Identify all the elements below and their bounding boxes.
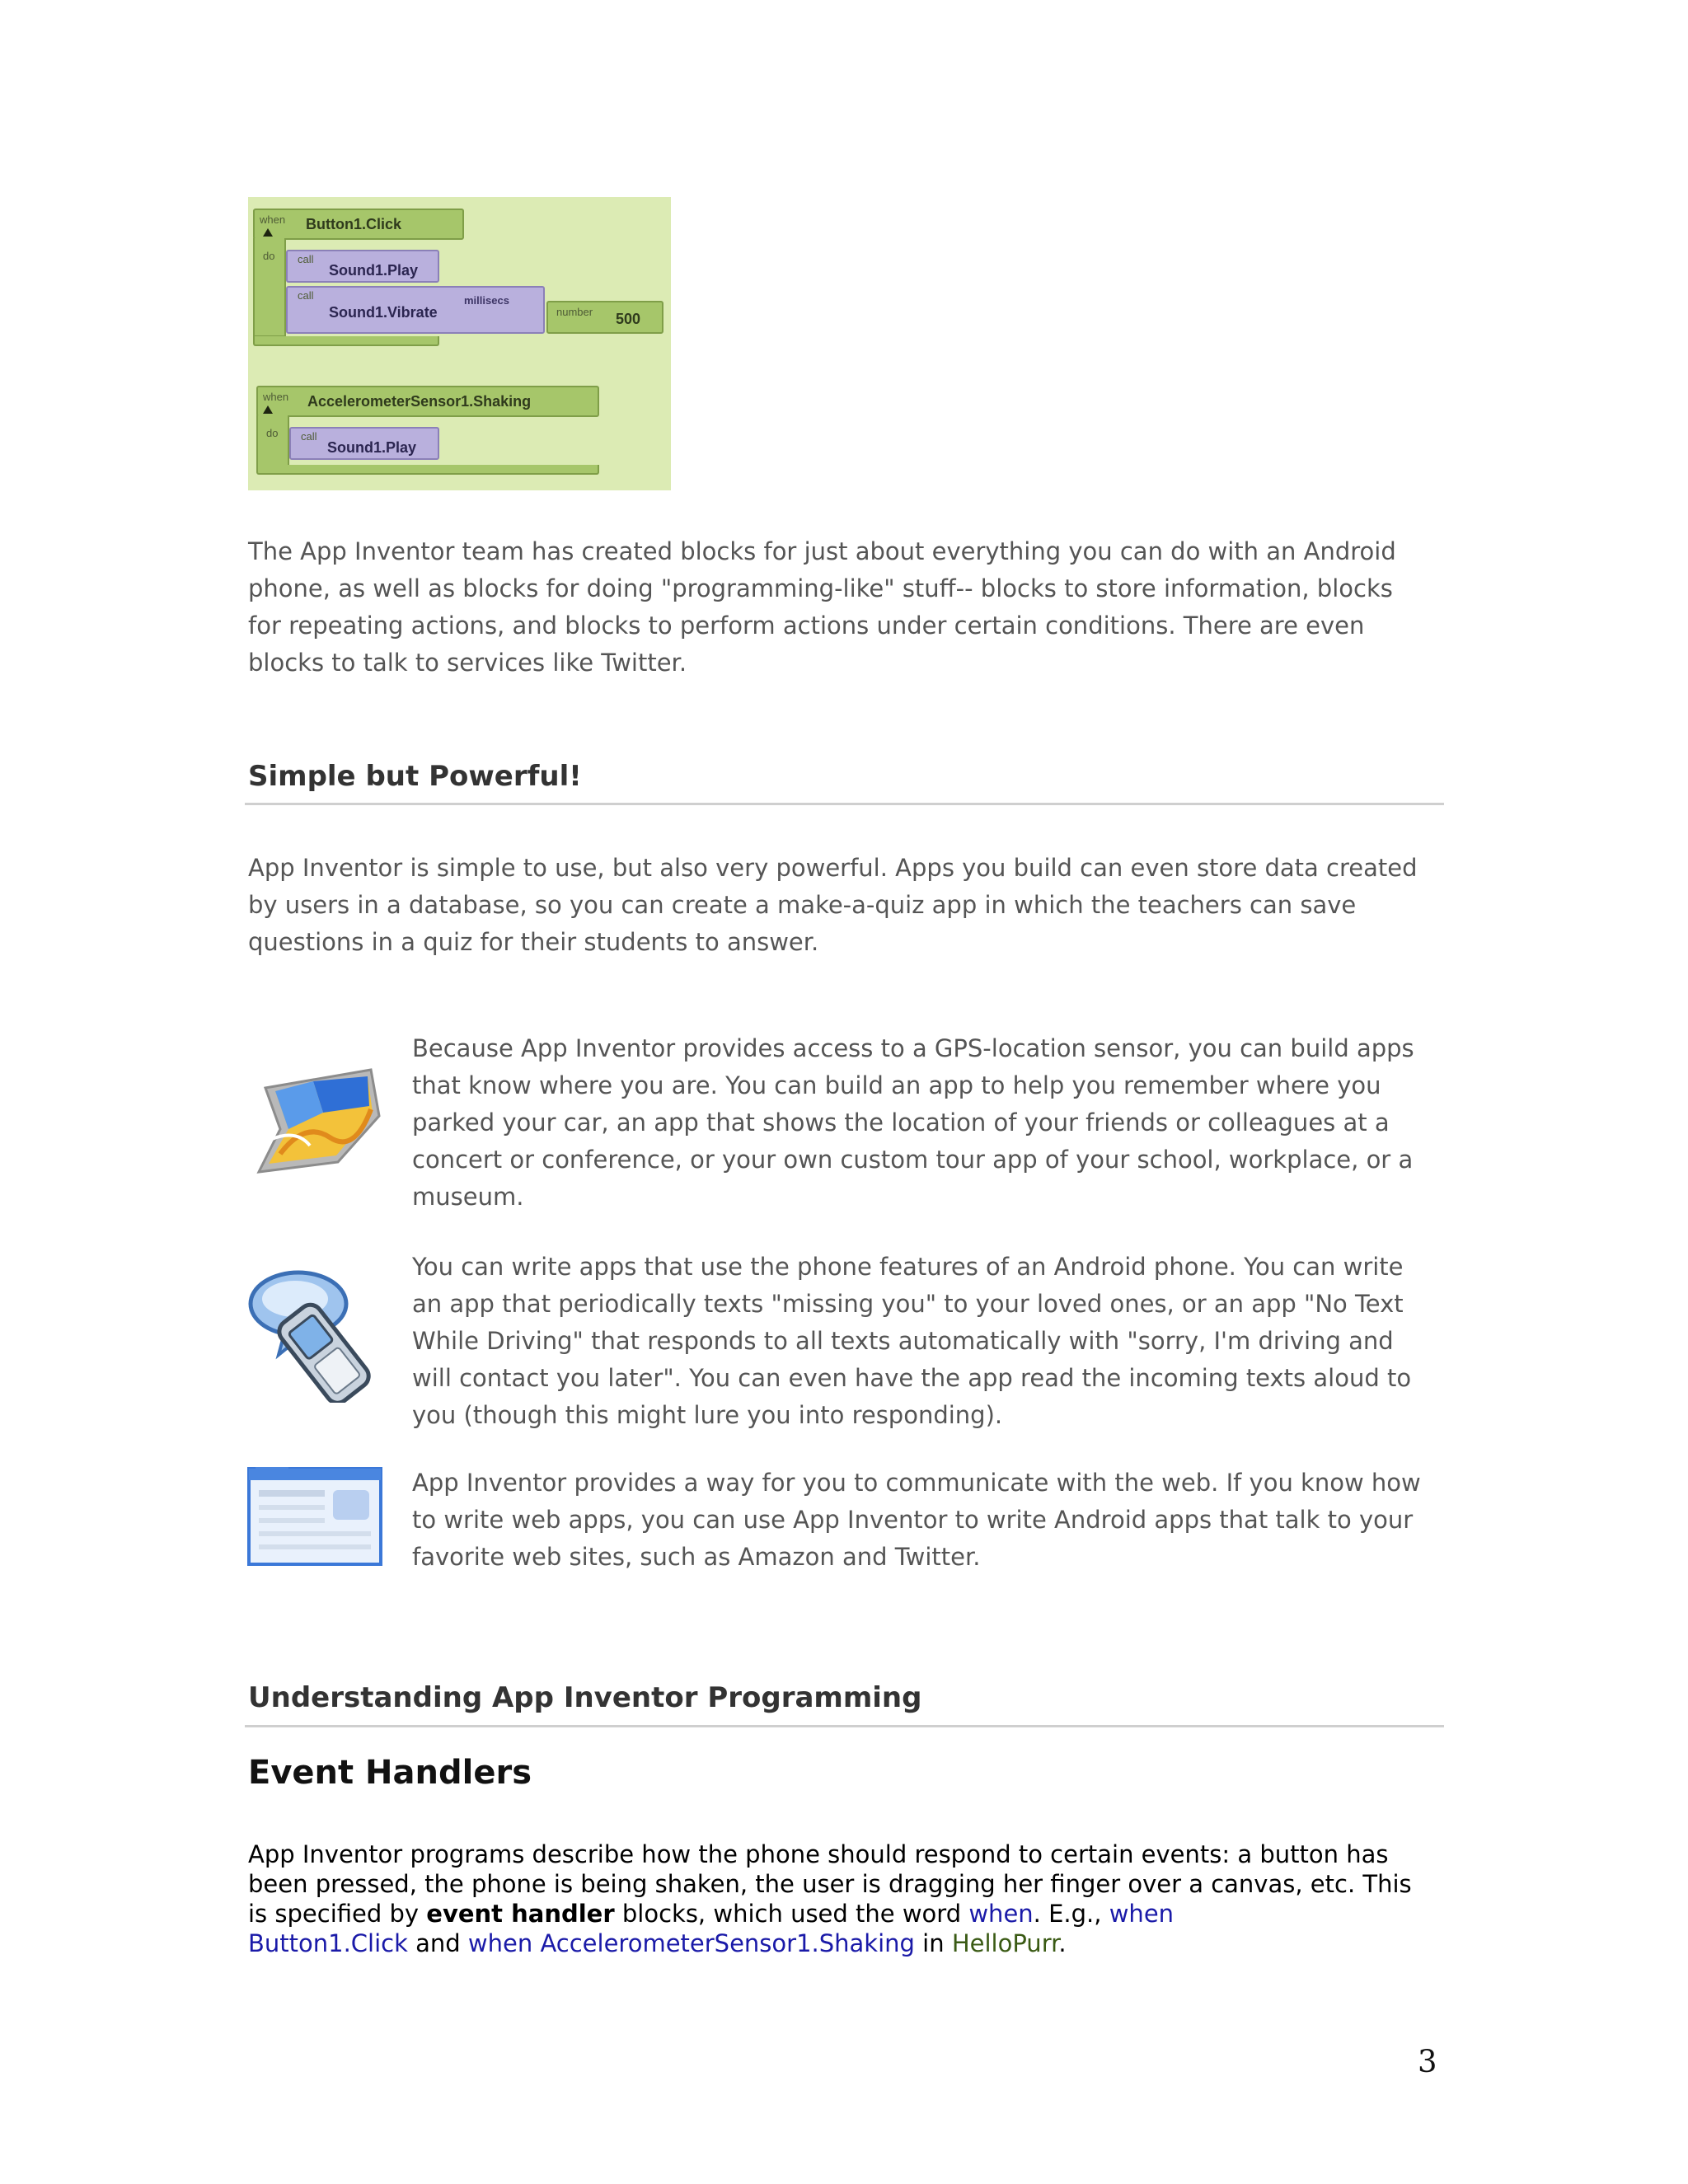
call-keyword: call	[301, 430, 317, 443]
gps-paragraph: Because App Inventor provides access to a GPS-location sensor, you can build apps that know where you are. You can build an app to help you remember where you parked your car, an app that shows the location of your friends or colleagues at a concert or conference, or your own custom tour app of your school, workplace, or a museum.	[412, 1034, 1414, 1211]
event-handlers-paragraph: App Inventor programs describe how the phone should respond to certain events: a button has been pressed, the phone is being shaken, the user is dragging her finger over a canvas, etc. This is specified by event handler blocks, which used the word when. E.g., when Button1.Click and when AccelerometerSensor1.Shaking in HelloPurr.	[248, 1840, 1412, 1957]
when-keyword: when	[260, 213, 286, 226]
number-value: 500	[616, 311, 641, 327]
subheading-event-handlers: Event Handlers	[248, 1754, 532, 1792]
blocks-editor-image	[248, 197, 671, 490]
call-name: Sound1.Vibrate	[329, 304, 438, 321]
page-number: 3	[1418, 2044, 1437, 2079]
app-name-hellopurr: HelloPurr	[951, 1929, 1059, 1957]
when-keyword: when	[263, 391, 289, 403]
web-paragraph: App Inventor provides a way for you to communicate with the web. If you know how to write web apps, you can use App Inventor to write Android apps that talk to your favorite web sites, such as Amazon and Twitter.	[412, 1469, 1421, 1571]
phone-chat-icon	[247, 1269, 379, 1403]
heading-divider	[245, 1725, 1444, 1727]
call-keyword: call	[298, 289, 314, 302]
section-heading-simple-powerful: Simple but Powerful!	[248, 760, 582, 793]
call-name: Sound1.Play	[329, 262, 419, 279]
event-name: Button1.Click	[306, 216, 402, 232]
call-keyword: call	[298, 253, 314, 265]
event-block-button-click	[253, 209, 665, 357]
event-name: AccelerometerSensor1.Shaking	[307, 393, 532, 410]
event-block-accelerometer-shaking	[256, 386, 652, 485]
section-heading-programming: Understanding App Inventor Programming	[248, 1681, 922, 1714]
code-when: when	[1109, 1900, 1175, 1928]
browser-window-icon	[247, 1465, 382, 1568]
call-name: Sound1.Play	[327, 439, 417, 456]
param-name: millisecs	[464, 294, 509, 307]
number-keyword: number	[556, 306, 593, 318]
code-when: when	[968, 1900, 1034, 1928]
do-keyword: do	[266, 427, 279, 439]
heading-divider	[245, 803, 1444, 805]
simple-paragraph: App Inventor is simple to use, but also very powerful. Apps you build can even store data created by users in a database, so you can create a make-a-quiz app in which the teachers can save questions in a quiz for their students to answer.	[248, 854, 1418, 956]
code-when-accelerometer: when AccelerometerSensor1.Shaking	[467, 1929, 915, 1957]
code-button1-click: Button1.Click	[248, 1929, 408, 1957]
phone-paragraph: You can write apps that use the phone features of an Android phone. You can write an app that periodically texts "missing you" to your loved ones, or an app "No Text While Driving" that responds to all texts automatically with "sorry, I'm driving and will contact you later". You can even have the app read the incoming texts aloud to you (though this might lure you into responding).	[412, 1253, 1412, 1429]
collapse-triangle-icon	[263, 405, 273, 414]
map-icon	[247, 1063, 381, 1179]
collapse-triangle-icon	[263, 228, 273, 237]
do-keyword: do	[263, 250, 275, 262]
intro-paragraph: The App Inventor team has created blocks for just about everything you can do with an Android phone, as well as blocks for doing "programming-like" stuff-- blocks to store information, blocks for repeating actions, and blocks to perform actions under certain conditions. There are even blocks to talk to services like Twitter.	[248, 537, 1396, 677]
event-handler-term: event handler	[426, 1900, 615, 1928]
